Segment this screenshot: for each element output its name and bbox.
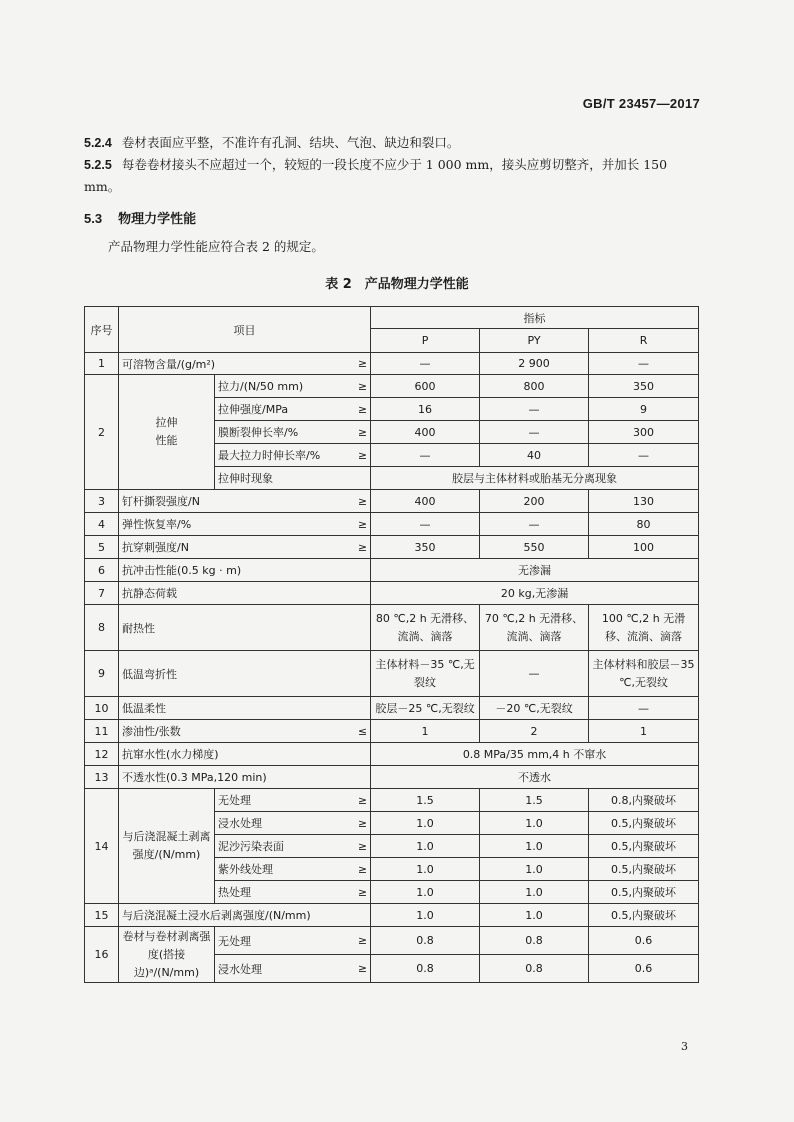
sub-item: 浸水处理 (215, 955, 333, 983)
row-item: 低温弯折性 (119, 651, 371, 697)
value-py: 1.5 (480, 789, 589, 812)
table-row (85, 605, 699, 651)
value-r: 主体材料和胶层－35 ℃,无裂纹 (589, 651, 699, 697)
value-r: 0.5,内聚破坏 (589, 812, 699, 835)
table-row (85, 697, 699, 720)
value-all: 不透水 (371, 766, 699, 789)
relation: ≥ (333, 955, 371, 983)
row-no: 1 (85, 353, 119, 375)
value-r: 130 (589, 490, 699, 513)
row-group: 拉伸性能 (119, 375, 215, 490)
table-row (85, 490, 699, 513)
sub-item: 拉伸时现象 (215, 467, 371, 490)
row-item: 弹性恢复率/% (119, 513, 333, 536)
value-p: 1.5 (371, 789, 480, 812)
value-p: 1.0 (371, 835, 480, 858)
clause-5-2-4 (84, 132, 704, 154)
relation: ≥ (333, 513, 371, 536)
relation: ≥ (333, 858, 371, 881)
relation: ≥ (333, 536, 371, 559)
header-py: PY (480, 329, 589, 353)
sub-item: 无处理 (215, 927, 333, 955)
table-row (85, 743, 699, 766)
row-item: 不透水性(0.3 MPa,120 min) (119, 766, 371, 789)
sub-item: 紫外线处理 (215, 858, 333, 881)
page-number: 3 (681, 1040, 688, 1053)
row-item: 与后浇混凝土浸水后剥离强度/(N/mm) (119, 904, 371, 927)
sub-item: 浸水处理 (215, 812, 333, 835)
value-r: 100 (589, 536, 699, 559)
relation: ≥ (333, 421, 371, 444)
value-py: －20 ℃,无裂纹 (480, 697, 589, 720)
value-p: 80 ℃,2 h 无滑移、流淌、滴落 (371, 605, 480, 651)
row-item: 抗窜水性(水力梯度) (119, 743, 371, 766)
row-item: 抗穿刺强度/N (119, 536, 333, 559)
row-no: 14 (85, 789, 119, 904)
relation: ≥ (333, 881, 371, 904)
row-no: 6 (85, 559, 119, 582)
value-p: 400 (371, 421, 480, 444)
value-py: — (480, 421, 589, 444)
value-py: — (480, 651, 589, 697)
value-r: 0.5,内聚破坏 (589, 904, 699, 927)
value-p: 400 (371, 490, 480, 513)
value-p: 胶层－25 ℃,无裂纹 (371, 697, 480, 720)
relation: ≥ (333, 812, 371, 835)
header-p: P (371, 329, 480, 353)
row-item: 抗冲击性能(0.5 kg · m) (119, 559, 371, 582)
value-p: 16 (371, 398, 480, 421)
row-group: 与后浇混凝土剥离强度/(N/mm) (119, 789, 215, 904)
sub-item: 无处理 (215, 789, 333, 812)
value-all: 20 kg,无渗漏 (371, 582, 699, 605)
value-p: 主体材料－35 ℃,无裂纹 (371, 651, 480, 697)
value-r: — (589, 444, 699, 467)
relation: ≥ (333, 375, 371, 398)
clause-text: 卷材表面应平整，不准许有孔洞、结块、气泡、缺边和裂口。 (121, 135, 460, 150)
value-py: 0.8 (480, 955, 589, 983)
value-r: 0.6 (589, 927, 699, 955)
table-row (85, 559, 699, 582)
value-py: — (480, 513, 589, 536)
value-r: — (589, 697, 699, 720)
clause-text: 每卷卷材接头不应超过一个，较短的一段长度不应少于 1 000 mm，接头应剪切整齐，并加长 150 mm。 (84, 157, 668, 194)
value-r: 0.6 (589, 955, 699, 983)
table-row (85, 904, 699, 927)
value-p: — (371, 444, 480, 467)
row-item: 低温柔性 (119, 697, 371, 720)
value-p: 350 (371, 536, 480, 559)
value-py: 1.0 (480, 812, 589, 835)
value-p: 1.0 (371, 881, 480, 904)
value-p: 1.0 (371, 812, 480, 835)
table-row (85, 766, 699, 789)
standard-number: GB/T 23457—2017 (582, 96, 700, 111)
value-p: — (371, 513, 480, 536)
value-all: 胶层与主体材料或胎基无分离现象 (371, 467, 699, 490)
value-r: 100 ℃,2 h 无滑移、流淌、滴落 (589, 605, 699, 651)
relation: ≥ (333, 789, 371, 812)
value-p: 1 (371, 720, 480, 743)
row-no: 3 (85, 490, 119, 513)
value-all: 无渗漏 (371, 559, 699, 582)
value-r: 80 (589, 513, 699, 536)
row-no: 9 (85, 651, 119, 697)
value-py: 1.0 (480, 881, 589, 904)
table-row (85, 927, 699, 955)
table-caption: 表 2 产品物理力学性能 (325, 277, 469, 292)
row-no: 5 (85, 536, 119, 559)
sub-item: 泥沙污染表面 (215, 835, 333, 858)
value-r: 0.8,内聚破坏 (589, 789, 699, 812)
sub-item: 热处理 (215, 881, 333, 904)
value-py: 40 (480, 444, 589, 467)
clause-5-2-5 (84, 154, 704, 198)
value-r: 0.5,内聚破坏 (589, 881, 699, 904)
value-r: 300 (589, 421, 699, 444)
section-title: 物理力学性能 (118, 212, 197, 227)
row-item: 渗油性/张数 (119, 720, 333, 743)
table-row (85, 536, 699, 559)
value-py: 70 ℃,2 h 无滑移、流淌、滴落 (480, 605, 589, 651)
row-no: 8 (85, 605, 119, 651)
value-py: 1.0 (480, 858, 589, 881)
row-no: 11 (85, 720, 119, 743)
table-row (85, 375, 699, 398)
sub-item: 最大拉力时伸长率/% (215, 444, 333, 467)
value-py: 1.0 (480, 835, 589, 858)
clause-number: 5.2.5 (84, 158, 112, 172)
sub-item: 拉力/(N/50 mm) (215, 375, 333, 398)
value-r: 9 (589, 398, 699, 421)
row-no: 2 (85, 375, 119, 490)
value-p: 600 (371, 375, 480, 398)
value-p: 1.0 (371, 858, 480, 881)
header-index: 指标 (371, 307, 699, 329)
table-row (85, 513, 699, 536)
value-py: 2 900 (480, 353, 589, 375)
sub-item: 拉伸强度/MPa (215, 398, 333, 421)
row-no: 4 (85, 513, 119, 536)
table-row (85, 789, 699, 812)
value-py: 1.0 (480, 904, 589, 927)
value-p: 1.0 (371, 904, 480, 927)
value-py: 200 (480, 490, 589, 513)
table-row (85, 353, 699, 375)
row-no: 12 (85, 743, 119, 766)
row-no: 13 (85, 766, 119, 789)
header-item: 项目 (119, 307, 371, 353)
value-p: — (371, 353, 480, 375)
value-r: 350 (589, 375, 699, 398)
value-r: 0.5,内聚破坏 (589, 835, 699, 858)
section-number: 5.3 (84, 211, 103, 226)
value-py: — (480, 398, 589, 421)
value-p: 0.8 (371, 955, 480, 983)
value-r: 0.5,内聚破坏 (589, 858, 699, 881)
row-no: 7 (85, 582, 119, 605)
relation: ≥ (333, 444, 371, 467)
relation: ≥ (333, 490, 371, 513)
row-item: 可溶物含量/(g/m²) (119, 353, 333, 375)
sub-item: 膜断裂伸长率/% (215, 421, 333, 444)
row-group: 卷材与卷材剥离强度(搭接边)ᵃ/(N/mm) (119, 927, 215, 983)
section-heading (84, 208, 196, 227)
relation: ≥ (333, 398, 371, 421)
value-py: 2 (480, 720, 589, 743)
row-item: 抗静态荷载 (119, 582, 371, 605)
header-no: 序号 (85, 307, 119, 353)
property-table (84, 306, 699, 983)
table-row (85, 582, 699, 605)
value-py: 550 (480, 536, 589, 559)
row-no: 16 (85, 927, 119, 983)
value-py: 0.8 (480, 927, 589, 955)
value-p: 0.8 (371, 927, 480, 955)
relation: ≥ (333, 927, 371, 955)
relation: ≥ (333, 835, 371, 858)
value-r: — (589, 353, 699, 375)
intro-text: 产品物理力学性能应符合表 2 的规定。 (108, 239, 324, 254)
value-py: 800 (480, 375, 589, 398)
table-row (85, 720, 699, 743)
header-r: R (589, 329, 699, 353)
row-item: 耐热性 (119, 605, 371, 651)
row-no: 10 (85, 697, 119, 720)
value-all: 0.8 MPa/35 mm,4 h 不窜水 (371, 743, 699, 766)
value-r: 1 (589, 720, 699, 743)
relation: ≤ (333, 720, 371, 743)
row-no: 15 (85, 904, 119, 927)
row-item: 钉杆撕裂强度/N (119, 490, 333, 513)
relation: ≥ (333, 353, 371, 375)
clause-number: 5.2.4 (84, 136, 112, 150)
table-row (85, 651, 699, 697)
